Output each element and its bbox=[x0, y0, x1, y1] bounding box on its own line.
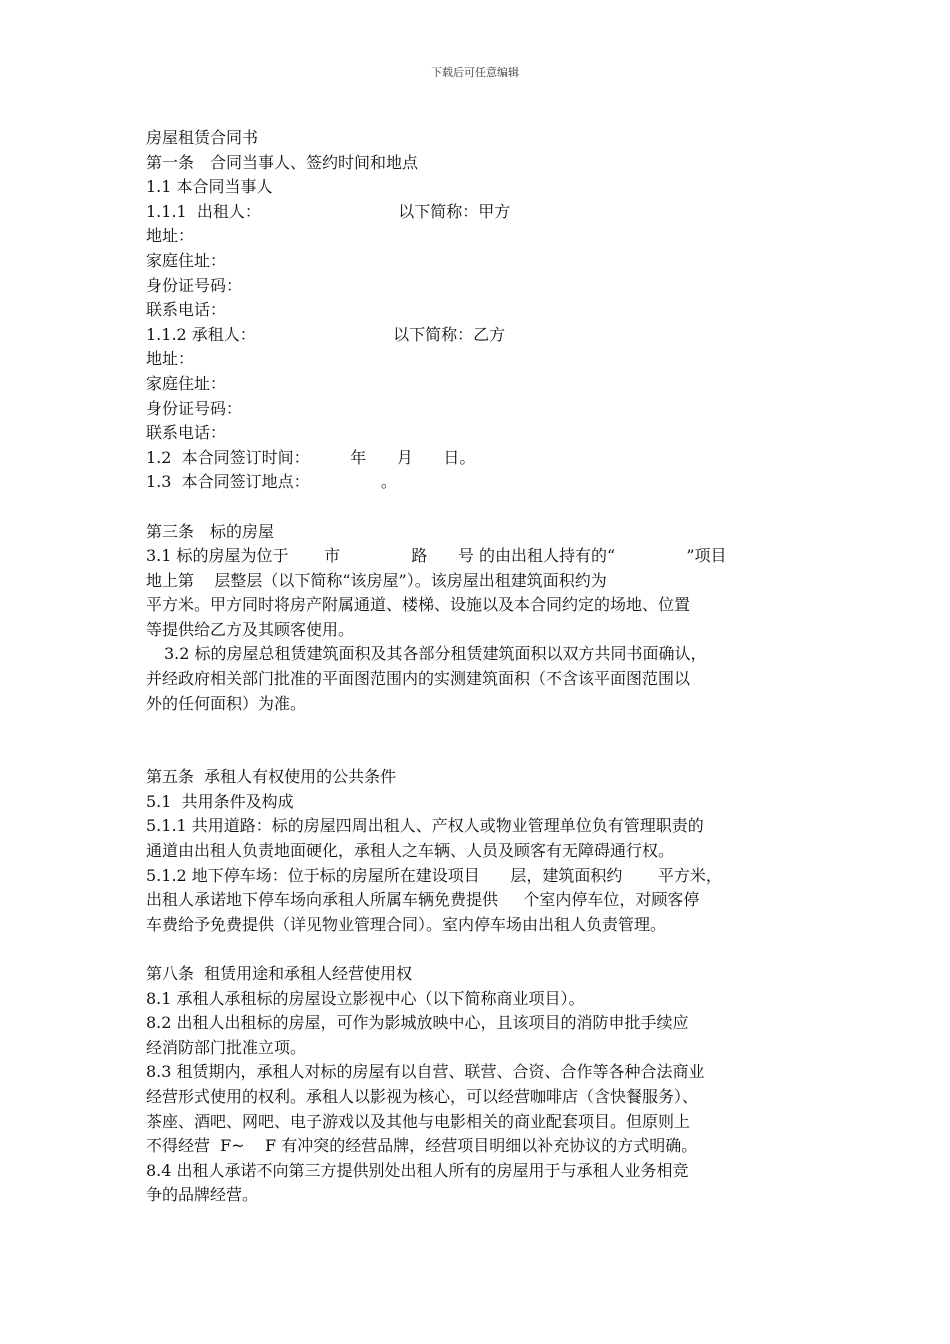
article-5-heading: 第五条 承租人有权使用的公共条件 bbox=[146, 767, 397, 787]
lessor-address: 地址： bbox=[146, 226, 195, 246]
clause-8-2-line-1: 8.2 出租人出租标的房屋，可作为影城放映中心，且该项目的消防申批手续应 bbox=[146, 1013, 689, 1033]
signing-place: 1.3 本合同签订地点： 。 bbox=[146, 472, 397, 492]
clause-3-1-line-1: 3.1 标的房屋为位于 市 路 号 的由出租人持有的“ ”项目 bbox=[146, 546, 727, 566]
lessor-phone: 联系电话： bbox=[146, 300, 227, 320]
clause-8-2-line-2: 经消防部门批准立项。 bbox=[146, 1037, 307, 1057]
clause-5-1-1-line-1: 5.1.1 共用道路：标的房屋四周出租人、产权人或物业管理单位负有管理职责的 bbox=[146, 816, 704, 836]
contract-body bbox=[146, 126, 816, 1208]
lessee-home-address: 家庭住址： bbox=[146, 373, 227, 393]
lessee-phone: 联系电话： bbox=[146, 423, 227, 443]
clause-8-3-line-1: 8.3 租赁期内，承租人对标的房屋有以自营、联营、合资、合作等各种合法商业 bbox=[146, 1062, 705, 1082]
clause-8-1: 8.1 承租人承租标的房屋设立影视中心（以下简称商业项目）。 bbox=[146, 988, 585, 1008]
clause-8-4-line-2: 争的品牌经营。 bbox=[146, 1185, 259, 1205]
lessee-id-number: 身份证号码： bbox=[146, 398, 243, 418]
clause-3-2-line-1: 3.2 标的房屋总租赁建筑面积及其各部分租赁建筑面积以双方共同书面确认， bbox=[164, 644, 707, 664]
clause-3-1-line-3: 平方米。甲方同时将房产附属通道、楼梯、设施以及本合同约定的场地、位置 bbox=[146, 595, 691, 615]
clause-3-1-line-4: 等提供给乙方及其顾客使用。 bbox=[146, 619, 355, 639]
clause-8-3-line-2: 经营形式使用的权利。承租人以影视为核心，可以经营咖啡店（含快餐服务）、 bbox=[146, 1086, 699, 1106]
clause-5-1: 5.1 共用条件及构成 bbox=[146, 791, 294, 811]
clause-3-1-line-2: 地上第 层整层（以下简称“该房屋”）。该房屋出租建筑面积约为 bbox=[146, 570, 607, 590]
article-1-heading: 第一条 合同当事人、签约时间和地点 bbox=[146, 152, 419, 172]
clause-5-1-2-line-3: 车费给予免费提供（详见物业管理合同）。室内停车场由出租人负责管理。 bbox=[146, 914, 667, 934]
lessee-line: 1.1.2 承租人： 以下简称：乙方 bbox=[146, 324, 506, 344]
signing-date: 1.2 本合同签订时间： 年 月 日。 bbox=[146, 447, 476, 467]
article-8-heading: 第八条 租赁用途和承租人经营使用权 bbox=[146, 964, 413, 983]
clause-5-1-2-line-2: 出租人承诺地下停车场向承租人所属车辆免费提供 个室内停车位，对顾客停 bbox=[146, 890, 700, 910]
clause-3-2-line-3: 外的任何面积）为准。 bbox=[146, 693, 307, 713]
clause-8-3-line-3: 茶座、酒吧、网吧、电子游戏以及其他与电影相关的商业配套项目。但原则上 bbox=[146, 1111, 691, 1131]
clause-3-2-line-2: 并经政府相关部门批准的平面图范围内的实测建筑面积（不含该平面图范围以 bbox=[146, 669, 691, 689]
clause-8-4-line-1: 8.4 出租人承诺不向第三方提供别处出租人所有的房屋用于与承租人业务相竞 bbox=[146, 1160, 689, 1180]
clause-5-1-2-line-1: 5.1.2 地下停车场：位于标的房屋所在建设项目 层，建筑面积约 平方米， bbox=[146, 865, 722, 885]
lessor-home-address: 家庭住址： bbox=[146, 250, 227, 270]
lessor-line: 1.1.1 出租人： 以下简称：甲方 bbox=[146, 201, 511, 221]
article-3-heading: 第三条 标的房屋 bbox=[146, 521, 275, 541]
lessor-id-number: 身份证号码： bbox=[146, 275, 243, 295]
page-header-note: 下载后可任意编辑 bbox=[431, 66, 519, 79]
clause-8-3-line-4: 不得经营 F~ F 有冲突的经营品牌，经营项目明细以补充协议的方式明确。 bbox=[146, 1136, 698, 1156]
document-title: 房屋租赁合同书 bbox=[146, 128, 259, 147]
lessee-address: 地址： bbox=[146, 349, 195, 369]
clause-1-1: 1.1 本合同当事人 bbox=[146, 177, 273, 197]
clause-5-1-1-line-2: 通道由出租人负责地面硬化，承租人之车辆、人员及顾客有无障碍通行权。 bbox=[146, 841, 675, 861]
